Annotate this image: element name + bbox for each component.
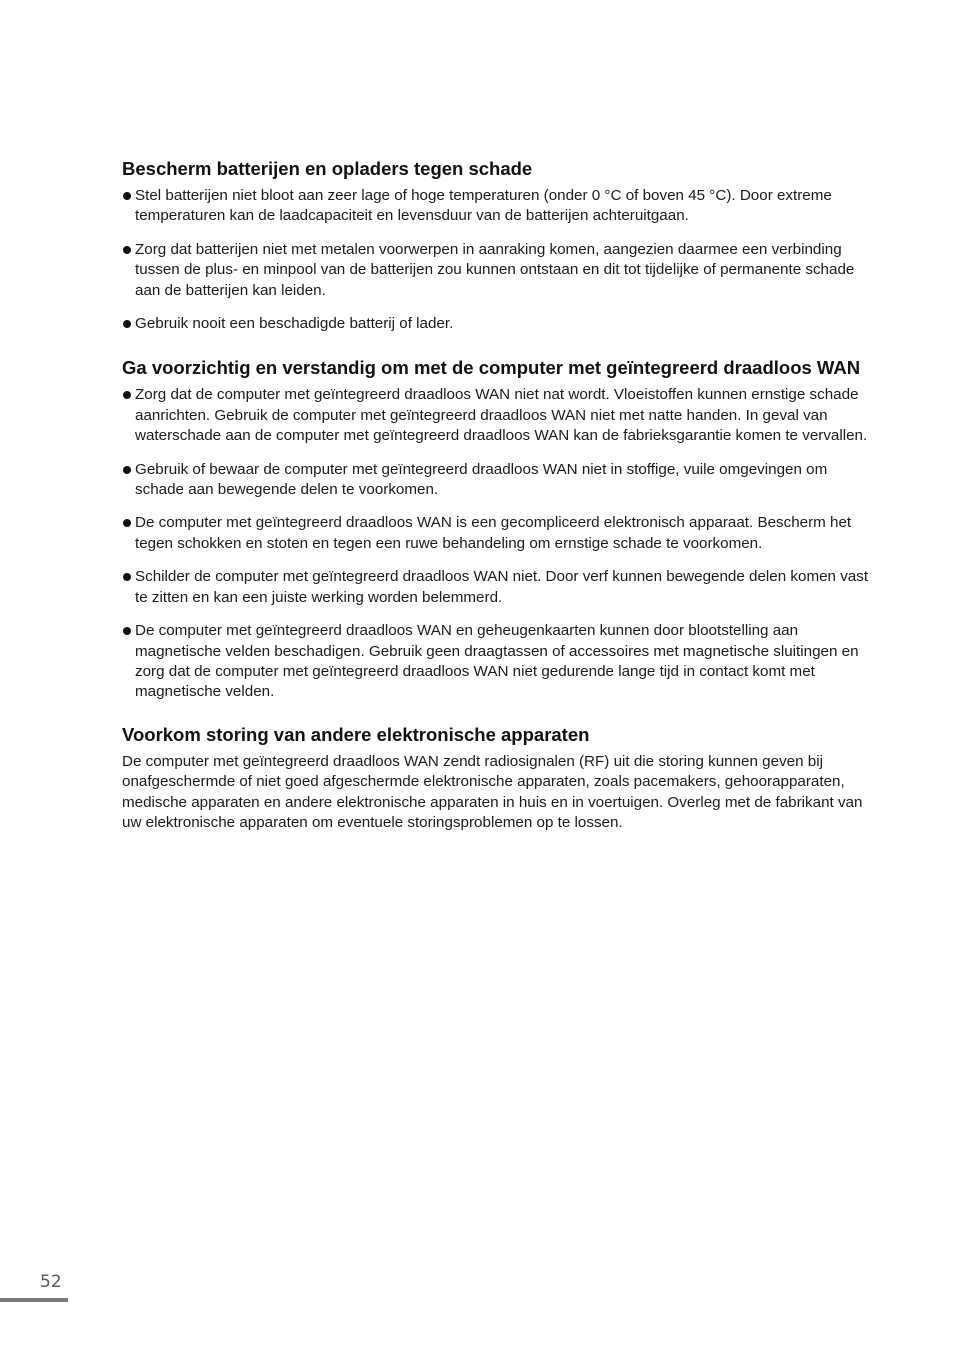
list-item: Zorg dat de computer met geïntegreerd draadloos WAN niet nat wordt. Vloeistoffen kunnen ernstige schade aanrichten. Gebruik de computer met geïntegreerd draadloos WAN niet met natte handen. In geval van waterschade aan de computer met geïntegreerd draadloos WAN kan de fabrieksgarantie komen te vervallen.	[122, 385, 874, 446]
bullet-icon	[123, 246, 131, 254]
section-heading-wireless-wan: Ga voorzichtig en verstandig om met de computer met geïntegreerd draadloos WAN	[122, 357, 861, 379]
bullet-icon	[123, 466, 131, 474]
list-item: Zorg dat batterijen niet met metalen voorwerpen in aanraking komen, aangezien daarmee een verbinding tussen de plus- en minpool van de batterijen zou kunnen ontstaan en dit tot tijdelijke of permanente schade aan de batterijen kan leiden.	[122, 240, 874, 301]
page-number: 52	[40, 1272, 62, 1292]
section-heading-interference: Voorkom storing van andere elektronische apparaten	[122, 723, 590, 745]
list-item: Stel batterijen niet bloot aan zeer lage of hoge temperaturen (onder 0 °C of boven 45 °C). Door extreme temperaturen kan de laadcapaciteit en levensduur van de batterijen achteruitgaan.	[122, 186, 874, 227]
list-item: De computer met geïntegreerd draadloos WAN en geheugenkaarten kunnen door blootstelling aan magnetische velden beschadigen. Gebruik geen draagtassen of accessoires met magnetische sluitingen en zorg dat de computer met geïntegreerd draadloos WAN niet gedurende lange tijd in contact komt met magnetische velden.	[122, 621, 874, 703]
section-heading-batteries: Bescherm batterijen en opladers tegen schade	[122, 158, 533, 179]
bullet-icon	[123, 391, 131, 399]
bullet-icon	[123, 519, 131, 527]
page-number-rule	[0, 1298, 68, 1302]
list-item: Gebruik nooit een beschadigde batterij of lader.	[122, 314, 874, 334]
bullet-icon	[123, 320, 131, 328]
interference-paragraph: De computer met geïntegreerd draadloos WAN zendt radiosignalen (RF) uit die storing kunnen geven bij onafgeschermde of niet goed afgeschermde elektronische apparaten, zoals pacemakers, gehoorapparaten, medische apparaten en andere elektronische apparaten in huis en in voertuigen. Overleg met de fabrikant van uw elektronische apparaten om eventuele storingsproblemen op te lossen.	[122, 752, 863, 831]
battery-safety-list	[122, 186, 874, 334]
bullet-icon	[123, 627, 131, 635]
list-item: Gebruik of bewaar de computer met geïntegreerd draadloos WAN niet in stoffige, vuile omgevingen om schade aan bewegende delen te voorkomen.	[122, 460, 874, 501]
wireless-wan-care-list	[122, 385, 874, 702]
bullet-icon	[123, 192, 131, 200]
list-item: Schilder de computer met geïntegreerd draadloos WAN niet. Door verf kunnen bewegende delen komen vast te zitten en kan een juiste werking worden belemmerd.	[122, 567, 874, 608]
page-content	[122, 157, 874, 833]
list-item: De computer met geïntegreerd draadloos WAN is een gecompliceerd elektronisch apparaat. Bescherm het tegen schokken en stoten en tegen een ruwe behandeling om ernstige schade te voorkomen.	[122, 513, 874, 554]
bullet-icon	[123, 573, 131, 581]
